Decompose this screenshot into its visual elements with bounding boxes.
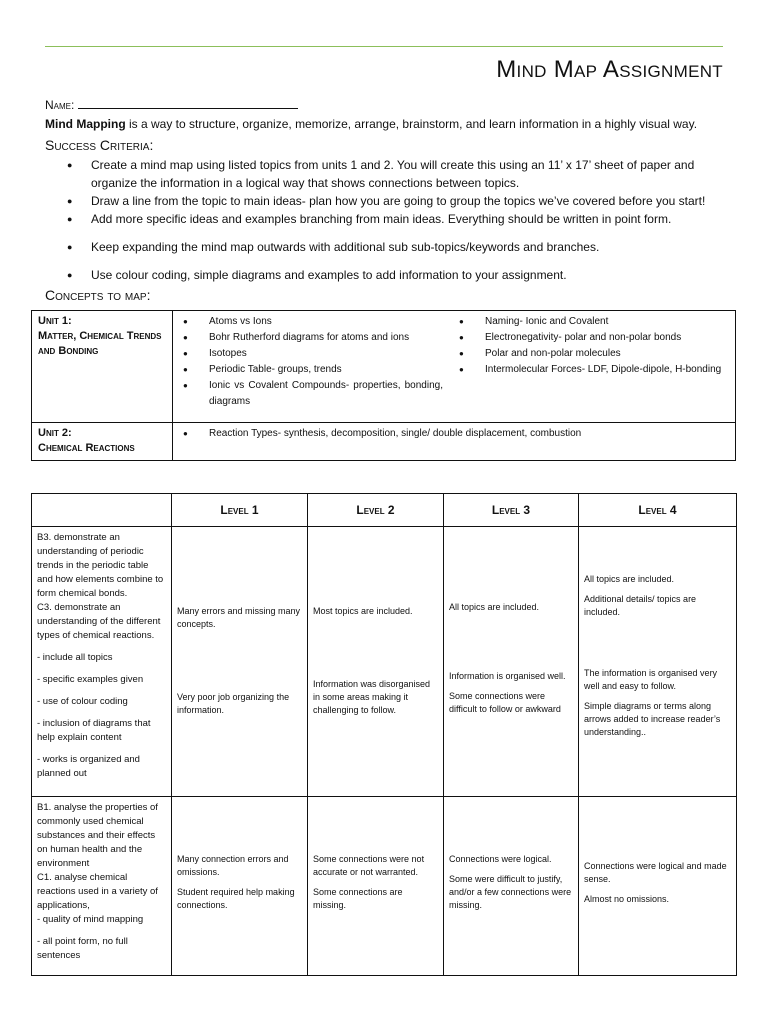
- topic-item: ● Isotopes: [179, 346, 443, 362]
- rubric-row1-level1: [172, 527, 308, 797]
- unit2-title-cell: [32, 423, 173, 461]
- level-text: Many errors and missing many concepts.: [177, 606, 301, 629]
- topic-item: ● Ionic vs Covalent Compounds- properties, bonding, diagrams: [179, 378, 443, 410]
- level-text: All topics are included.: [449, 602, 540, 612]
- topic-item: ● Electronegativity- polar and non-polar bonds: [455, 330, 729, 346]
- rubric-header-level1: Level 1: [172, 494, 308, 527]
- topic-item: ● Reaction Types- synthesis, decomposition, single/ double displacement, combustion: [179, 426, 729, 442]
- name-label: Name:: [45, 98, 75, 112]
- criteria-item: ● Keep expanding the mind map outwards with additional sub sub-topics/keywords and branches.: [65, 238, 730, 256]
- rubric-table: [31, 493, 737, 976]
- criteria-text: - specific examples given: [37, 674, 144, 685]
- criteria-item: ● Create a mind map using listed topics from units 1 and 2. You will create this using an 11’ x 17’ sheet of paper and organize the information in a logical way that shows connections between topics.: [65, 156, 730, 192]
- success-criteria-heading: Success Criteria:: [45, 137, 154, 153]
- topic-item: ● Periodic Table- groups, trends: [179, 362, 443, 378]
- topic-item: ● Intermolecular Forces- LDF, Dipole-dipole, H-bonding: [455, 362, 729, 378]
- unit2-name: Chemical Reactions: [38, 442, 135, 454]
- level-text: Connections were logical and made sense.: [584, 860, 727, 884]
- name-field[interactable]: [45, 96, 298, 112]
- topic-item: ● Naming- Ionic and Covalent: [455, 314, 729, 330]
- rubric-header-blank: [32, 494, 172, 527]
- concepts-heading: Concepts to map:: [45, 287, 151, 303]
- unit2-list: [179, 426, 729, 442]
- criteria-text: - use of colour coding: [37, 696, 128, 707]
- rubric-header-level2: Level 2: [308, 494, 444, 527]
- rubric-row2-criteria: [32, 797, 172, 976]
- criteria-item: ● Use colour coding, simple diagrams and examples to add information to your assignment.: [65, 266, 730, 284]
- success-criteria-list: [65, 156, 730, 284]
- level-text: Most topics are included.: [313, 606, 413, 616]
- rubric-row1-level4: [579, 527, 737, 797]
- unit1-label: Unit 1:: [38, 315, 72, 327]
- topic-item: ● Polar and non-polar molecules: [455, 346, 729, 362]
- level-text: Some were difficult to justify, and/or a few connections were missing.: [449, 874, 572, 910]
- level-text: Information is organised well.: [449, 671, 566, 681]
- criteria-text: - works is organized and planned out: [37, 754, 140, 779]
- level-text: Very poor job organizing the information.: [177, 692, 290, 715]
- unit2-label: Unit 2:: [38, 427, 72, 439]
- rubric-header-level4: Level 4: [579, 494, 737, 527]
- level-text: All topics are included.: [584, 574, 675, 584]
- criteria-item: ● Draw a line from the topic to main ideas- plan how you are going to group the topics we’ve covered before you start!: [65, 192, 730, 210]
- rubric-row1-level2: [308, 527, 444, 797]
- rubric-header-level3: Level 3: [444, 494, 579, 527]
- unit1-title-cell: [32, 311, 173, 423]
- level-text: Information was disorganised in some areas making it challenging to follow.: [313, 679, 431, 715]
- level-text: Some connections were not accurate or not warranted.: [313, 854, 425, 877]
- level-text: Some connections were difficult to follow or awkward: [449, 691, 561, 714]
- level-text: Connections were logical.: [449, 854, 552, 864]
- topic-item: ● Atoms vs Ions: [179, 314, 443, 330]
- level-text: Many connection errors and omissions.: [177, 854, 289, 877]
- criteria-text: - all point form, no full sentences: [37, 936, 128, 961]
- level-text: Almost no omissions.: [584, 893, 670, 904]
- unit1-name: Matter, Chemical Trends and Bonding: [38, 330, 162, 357]
- level-text: The information is organised very well and easy to follow.: [584, 668, 718, 691]
- unit1-topics-col2: [449, 311, 736, 423]
- intro-description: is a way to structure, organize, memorize, arrange, brainstorm, and learn information in a highly visual way.: [125, 117, 698, 131]
- topic-item: ● Bohr Rutherford diagrams for atoms and ions: [179, 330, 443, 346]
- intro-bold-term: Mind Mapping: [45, 117, 126, 131]
- rubric-row2-level4: [579, 797, 737, 976]
- criteria-text: - inclusion of diagrams that help explain content: [37, 718, 151, 743]
- level-text: Additional details/ topics are included.: [584, 594, 697, 617]
- criteria-item: ● Add more specific ideas and examples branching from main ideas. Everything should be written in point form.: [65, 210, 730, 228]
- rubric-row2-level2: [308, 797, 444, 976]
- header-rule: [45, 46, 723, 47]
- rubric-row1-criteria: [32, 527, 172, 797]
- page-title: Mind Map Assignment: [496, 56, 723, 83]
- unit1-topics-col1: [173, 311, 450, 423]
- criteria-text: - include all topics: [37, 652, 113, 663]
- level-text: Student required help making connections.: [177, 887, 295, 910]
- intro-text: [45, 117, 697, 131]
- rubric-row2-level1: [172, 797, 308, 976]
- concepts-table: [31, 310, 736, 461]
- name-blank-line[interactable]: [78, 96, 298, 109]
- criteria-text: B3. demonstrate an understanding of periodic trends in the periodic table and how elements combine to form chemical bonds. C3. demonstrate an understanding of the different types of chemical reactions.: [37, 532, 164, 641]
- criteria-text: B1. analyse the properties of commonly used chemical substances and their effects on human health and the environment C1. analyse chemical reactions used in a variety of applications, - quality of mind mapping: [37, 802, 158, 925]
- level-text: Simple diagrams or terms along arrows added to increase reader’s understanding..: [584, 701, 721, 737]
- unit2-topics: [173, 423, 736, 461]
- level-text: Some connections are missing.: [313, 887, 403, 910]
- rubric-row2-level3: [444, 797, 579, 976]
- rubric-row1-level3: [444, 527, 579, 797]
- unit1-list-col1: [179, 314, 443, 410]
- unit1-list-col2: [455, 314, 729, 378]
